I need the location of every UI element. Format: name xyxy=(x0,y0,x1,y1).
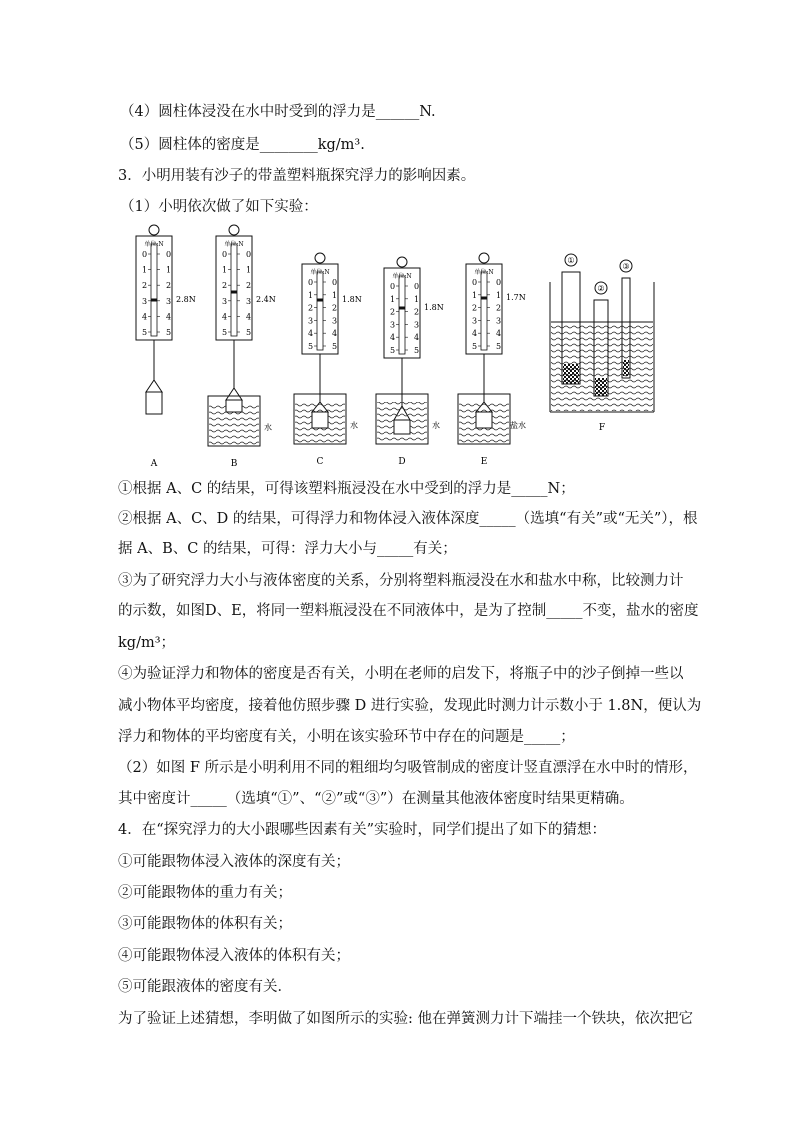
scale-number: 1 xyxy=(142,265,148,275)
text-line: （1）小明依次做了如下实验： xyxy=(120,199,318,215)
scale-number: 4 xyxy=(166,312,172,322)
scale-number: 2 xyxy=(222,281,228,291)
scale-number: 5 xyxy=(142,328,148,337)
text-line: kg/m³； xyxy=(118,635,176,651)
scale-number: 4 xyxy=(414,333,420,343)
scale-number: 4 xyxy=(308,329,314,339)
label-f: F xyxy=(598,423,606,433)
reading-e: 1.7N xyxy=(506,293,526,302)
text-line: （5）圆柱体的密度是________kg/m³. xyxy=(120,137,365,153)
label-d: D xyxy=(398,457,406,467)
scale-number: 5 xyxy=(222,328,228,337)
text-line: 其中密度计_____（选填“①”、“②”或“③”）在测量其他液体密度时结果更精确。 xyxy=(118,791,634,807)
text-line: ⑤可能跟液体的密度有关． xyxy=(118,979,292,995)
liquid-b: 水 xyxy=(264,423,272,432)
text-line: 3．小明用装有沙子的带盖塑料瓶探究浮力的影响因素。 xyxy=(118,168,476,184)
scale-number: 4 xyxy=(246,312,252,322)
scale-number: 0 xyxy=(414,282,420,291)
scale-number: 2 xyxy=(472,303,478,313)
scale-number: 2 xyxy=(332,303,338,313)
text-line: 减小物体平均密度，接着他仿照步骤 D 进行实验，发现此时测力计示数小于 1.8N，便认为 xyxy=(118,698,702,714)
text-line: 浮力和物体的平均密度有关，小明在该实验环节中存在的问题是_____； xyxy=(118,729,575,745)
text-line: 4．在“探究浮力的大小跟哪些因素有关”实验时，同学们提出了如下的猜想： xyxy=(118,822,607,838)
text-line: ①根据 A、C 的结果，可得该塑料瓶浸没在水中受到的浮力是_____N； xyxy=(118,481,575,497)
text-line: ③为了研究浮力大小与液体密度的关系，分别将塑料瓶浸没在水和盐水中称，比较测力计 xyxy=(118,573,684,589)
scale-number: 1 xyxy=(308,290,314,300)
text-line: ④可能跟物体浸入液体的体积有关； xyxy=(118,948,350,964)
spring-scale-e xyxy=(458,253,526,467)
text-line: 据 A、B、C 的结果，可得：浮力大小与_____有关； xyxy=(118,541,457,557)
scale-number: 3 xyxy=(332,316,338,326)
reading-a: 2.8N xyxy=(176,295,196,304)
reading-b: 2.4N xyxy=(256,295,276,304)
scale-number: 2 xyxy=(142,281,148,291)
experiment-figure xyxy=(130,222,670,472)
scale-number: 3 xyxy=(166,296,172,306)
scale-number: 5 xyxy=(246,328,252,337)
scale-number: 0 xyxy=(332,278,338,287)
text-line: ②可能跟物体的重力有关； xyxy=(118,885,292,901)
liquid-d: 水 xyxy=(432,421,440,430)
hydrometer-1-label: ① xyxy=(567,256,575,265)
scale-number: 4 xyxy=(222,312,228,322)
scale-number: 0 xyxy=(166,250,172,259)
label-c: C xyxy=(316,457,324,467)
scale-number: 0 xyxy=(308,278,314,287)
spring-scale-a xyxy=(136,225,196,469)
reading-d: 1.8N xyxy=(424,303,444,312)
scale-number: 0 xyxy=(246,250,252,259)
scale-number: 5 xyxy=(414,346,420,355)
scale-number: 0 xyxy=(472,278,478,287)
text-line: ④为验证浮力和物体的密度是否有关，小明在老师的启发下，将瓶子中的沙子倒掉一些以 xyxy=(118,666,684,682)
scale-number: 4 xyxy=(142,312,148,322)
scale-number: 2 xyxy=(166,281,172,291)
scale-number: 3 xyxy=(414,320,420,330)
scale-number: 1 xyxy=(390,294,396,304)
scale-number: 3 xyxy=(390,320,396,330)
scale-number: 1 xyxy=(246,265,252,275)
scale-number: 1 xyxy=(414,294,420,304)
hydrometer-container-f xyxy=(550,254,654,433)
scale-number: 5 xyxy=(308,342,314,351)
scale-number: 2 xyxy=(308,303,314,313)
scale-number: 3 xyxy=(308,316,314,326)
text-line: 的示数，如图D、E，将同一塑料瓶浸没在不同液体中，是为了控制_____不变，盐水的密度 xyxy=(118,603,699,619)
scale-number: 1 xyxy=(472,290,478,300)
unit-label: 单位:N xyxy=(144,241,164,248)
svg-text:单位:N: 单位:N xyxy=(474,269,494,276)
reading-c: 1.8N xyxy=(342,295,362,304)
scale-number: 3 xyxy=(142,296,148,306)
scale-number: 2 xyxy=(246,281,252,291)
scale-number: 4 xyxy=(332,329,338,339)
spring-scale-c xyxy=(294,253,362,467)
scale-number: 3 xyxy=(246,296,252,306)
text-line: （4）圆柱体浸没在水中时受到的浮力是______N. xyxy=(120,104,436,120)
liquid-c: 水 xyxy=(350,421,358,430)
scale-number: 2 xyxy=(414,307,420,317)
scale-number: 5 xyxy=(390,346,396,355)
svg-text:单位:N: 单位:N xyxy=(392,273,412,280)
label-e: E xyxy=(480,457,488,467)
scale-number: 3 xyxy=(472,316,478,326)
label-a: A xyxy=(150,459,158,469)
scale-number: 5 xyxy=(332,342,338,351)
scale-number: 1 xyxy=(332,290,338,300)
hydrometer-3-label: ③ xyxy=(622,262,630,271)
scale-number: 5 xyxy=(496,342,502,351)
spring-scale-d xyxy=(376,257,444,467)
text-line: 为了验证上述猜想，李明做了如图所示的实验: 他在弹簧测力计下端挂一个铁块，依次把它 xyxy=(118,1011,693,1027)
label-b: B xyxy=(230,459,238,469)
scale-number: 5 xyxy=(166,328,172,337)
text-line: ②根据 A、C、D 的结果，可得浮力和物体浸入液体深度_____（选填“有关”或“无关”），根 xyxy=(118,511,698,527)
scale-number: 3 xyxy=(222,296,228,306)
scale-number: 4 xyxy=(390,333,396,343)
scale-number: 3 xyxy=(496,316,502,326)
hydrometer-2-label: ② xyxy=(597,284,605,293)
scale-number: 1 xyxy=(166,265,172,275)
scale-number: 5 xyxy=(472,342,478,351)
scale-number: 0 xyxy=(496,278,502,287)
scale-number: 4 xyxy=(472,329,478,339)
scale-number: 0 xyxy=(390,282,396,291)
spring-scale-b xyxy=(208,225,276,469)
svg-text:单位:N: 单位:N xyxy=(310,269,330,276)
scale-number: 4 xyxy=(496,329,502,339)
svg-text:单位:N: 单位:N xyxy=(224,241,244,248)
scale-number: 1 xyxy=(496,290,502,300)
scale-number: 2 xyxy=(496,303,502,313)
liquid-e: 盐水 xyxy=(510,421,526,430)
text-line: ③可能跟物体的体积有关； xyxy=(118,916,292,932)
scale-number: 0 xyxy=(142,250,148,259)
scale-number: 0 xyxy=(222,250,228,259)
scale-number: 2 xyxy=(390,307,396,317)
scale-number: 1 xyxy=(222,265,228,275)
text-line: （2）如图 F 所示是小明利用不同的粗细均匀吸管制成的密度计竖直漂浮在水中时的情形， xyxy=(118,760,698,776)
text-line: ①可能跟物体浸入液体的深度有关； xyxy=(118,854,350,870)
